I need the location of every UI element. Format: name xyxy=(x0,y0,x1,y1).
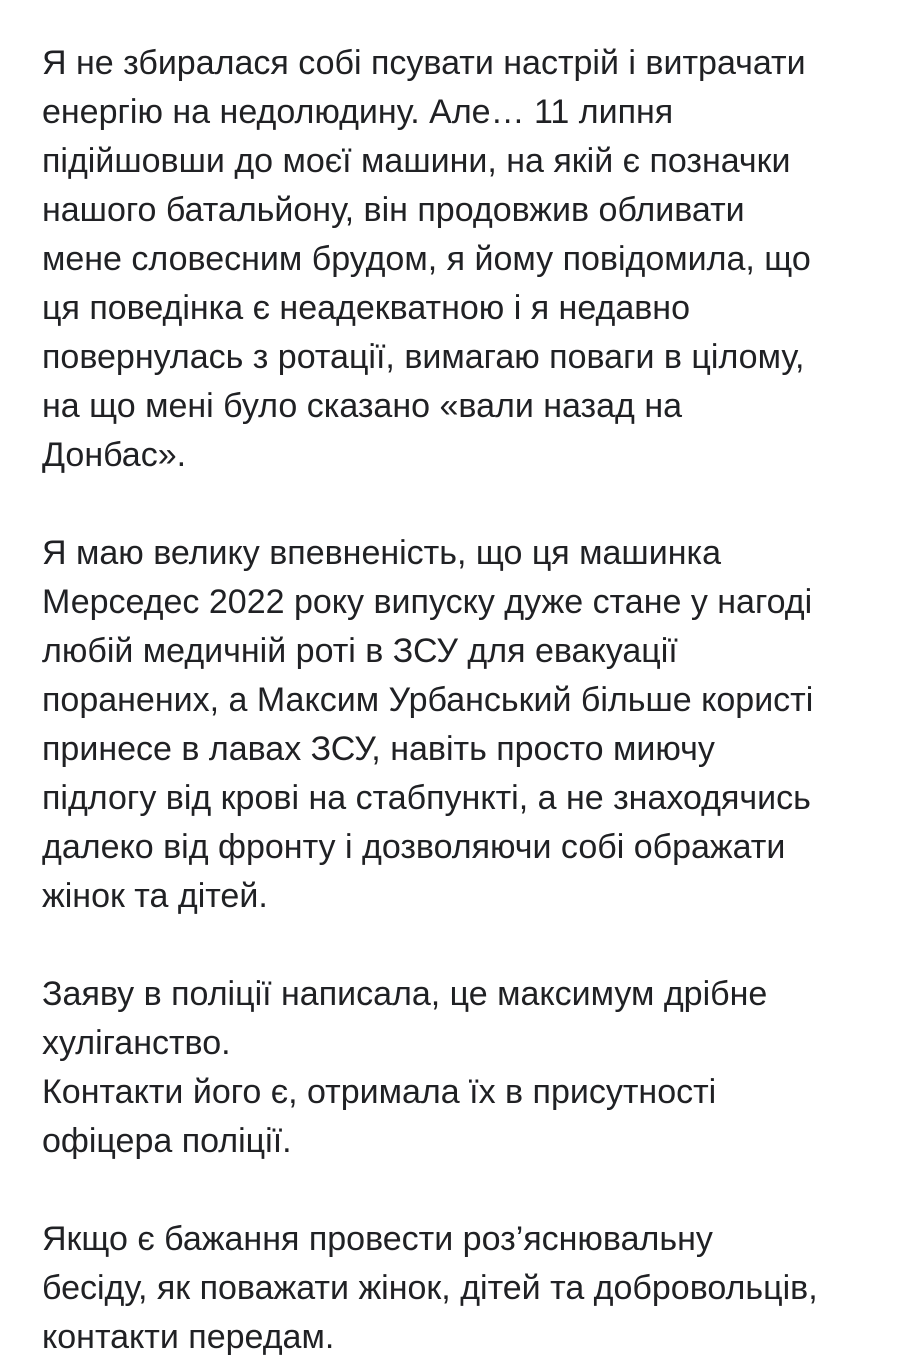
text-line: далеко від фронту і дозволяючи собі ображати xyxy=(42,828,786,866)
text-line: хуліганство. xyxy=(42,1024,231,1062)
text-line: принесе в лавах ЗСУ, навіть просто миючу xyxy=(42,730,715,768)
text-line: ця поведінка є неадекватною і я недавно xyxy=(42,289,690,327)
paragraph-spacer xyxy=(42,480,882,529)
text-line: жінок та дітей. xyxy=(42,877,268,915)
text-line: Мерседес 2022 року випуску дуже стане у нагоді xyxy=(42,583,813,621)
text-line: Я маю велику впевненість, що ця машинка xyxy=(42,534,722,572)
text-line: Я не збиралася собі псувати настрій і витрачати xyxy=(42,44,806,82)
paragraph-4 xyxy=(42,1215,882,1362)
text-line: підійшовши до моєї машини, на якій є позначки xyxy=(42,142,791,180)
paragraph-2 xyxy=(42,529,882,921)
text-line: бесіду, як поважати жінок, дітей та добровольців, xyxy=(42,1269,818,1307)
text-line: Заяву в поліції написала, це максимум дрібне xyxy=(42,975,768,1013)
text-line: підлогу від крові на стабпункті, а не знаходячись xyxy=(42,779,811,817)
text-line: офіцера поліції. xyxy=(42,1122,292,1160)
text-line: Донбас». xyxy=(42,436,187,474)
text-line: нашого батальйону, він продовжив обливати xyxy=(42,191,745,229)
text-line: Контакти його є, отримала їх в присутності xyxy=(42,1073,717,1111)
text-line: поранених, а Максим Урбанський більше користі xyxy=(42,681,814,719)
paragraph-spacer xyxy=(42,921,882,970)
text-line: повернулась з ротації, вимагаю поваги в цілому, xyxy=(42,338,805,376)
text-line: контакти передам. xyxy=(42,1318,335,1356)
text-line: мене словесним брудом, я йому повідомила, що xyxy=(42,240,811,278)
text-line: Якщо є бажання провести роз’яснювальну xyxy=(42,1220,713,1258)
paragraph-3 xyxy=(42,970,882,1166)
post-text xyxy=(42,39,882,1362)
paragraph-spacer xyxy=(42,1166,882,1215)
text-line: енергію на недолюдину. Але… 11 липня xyxy=(42,93,674,131)
paragraph-1 xyxy=(42,39,882,480)
text-line: на що мені було сказано «вали назад на xyxy=(42,387,683,425)
text-line: любій медичній роті в ЗСУ для евакуації xyxy=(42,632,678,670)
